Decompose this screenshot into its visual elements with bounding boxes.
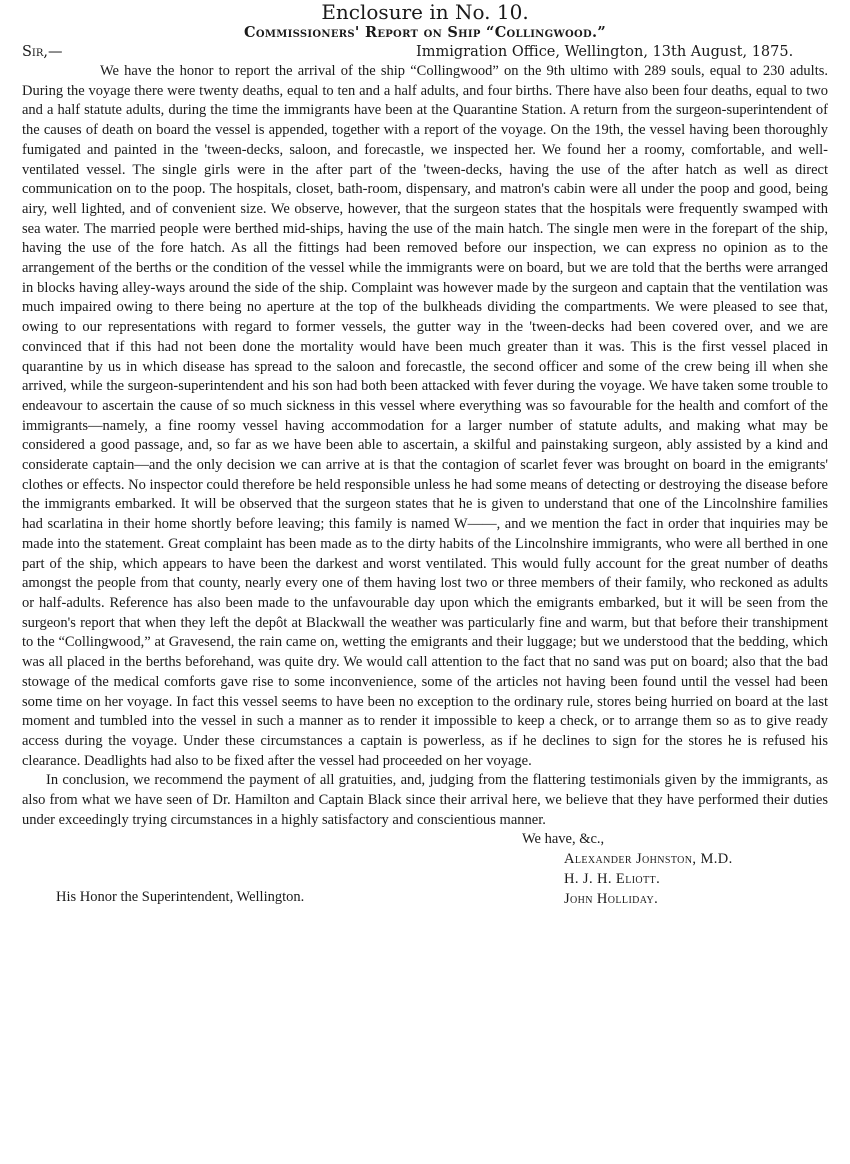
- salutation-row: [22, 42, 828, 62]
- salutation: Sir,—: [22, 44, 63, 60]
- body-paragraph: We have the honor to report the arrival of the ship “Collingwood” on the 9th ultimo with 289 souls, equal to 230 adults. During the voyage there were twenty deaths, equal to ten and a half adults, and four births. There have also been four deaths, equal to two and a half statute adults, during the time the immigrants have been at the Quarantine Station. A return from the surgeon-superintendent of the causes of death on board the vessel is appended, together with a report of the voyage. On the 19th, the vessel having been thoroughly fumigated and painted in the 'tween-decks, saloon, and forecastle, we inspected her. We found her a roomy, comfortable, and well-ventilated vessel. The single girls were in the after part of the 'tween-decks, having the use of the after hatch as well as direct communication on to the poop. The hospitals, closet, bath-room, dispensary, and matron's cabin were all under the poop and good, being airy, well lighted, and of convenient size. We observe, however, that the surgeon states that the hospitals were frequently swamped with sea water. The married people were berthed mid-ships, having the use of the main hatch. The single men were in the forepart of the ship, having the use of the fore hatch. As all the fittings had been removed before our inspection, we can express no opinion as to the arrangement of the berths or the condition of the vessel while the immigrants were on board, but we are told that the berths were arranged in blocks having alley-ways around the side of the ship. Complaint was however made by the surgeon and captain that the ventilation was much impaired owing to there being no aperture at the top of the bulkheads dividing the compartments. We were pleased to see that, owing to our representations with regard to former vessels, the gutter way in the 'tween-decks had been covered over, and we are convinced that if this had not been done the mortality would have been much greater than it was. This is the first vessel placed in quarantine by us in which disease has spread to the saloon and forecastle, the second officer and some of the crew being ill when she arrived, while the surgeon-superintendent and his son had both been attacked with fever during the voyage. We have taken some trouble to endeavour to ascertain the cause of so much sickness in this vessel where everything was so favourable for the health and comfort of the immigrants—namely, a fine roomy vessel having accommodation for a larger number of statute adults, and making what may be considered a good passage, and, so far as we have been able to ascertain, a skilful and painstaking surgeon, ably assisted by a kind and considerate captain—and the only decision we can arrive at is that the contagion of scarlet fever was brought on board in the emigrants' clothes or effects. No inspector could therefore be held responsible unless he had some means of detecting or destroying the disease before the immigrants embarked. It will be observed that the surgeon states that he is given to understand that one of the Lincolnshire families had scarlatina in their home shortly before leaving; this family is named W——, and we mention the fact in order that inquiries may be made into the statement. Great complaint has been made as to the dirty habits of the Lincolnshire immigrants, who were all berthed in one part of the ship, which appears to have been the darkest and worst ventilated. This would fully account for the great number of deaths amongst the people from that county, nearly every one of them having lost two or three members of their family, who reckoned as adults or half-adults. Reference has also been made to the unfavourable day upon which the emigrants embarked, but it will be seen from the surgeon's report that when they left the depôt at Blackwall the weather was particularly fine and warm, but that before their transhipment to the “Collingwood,” at Gravesend, the rain came on, wetting the emigrants and their luggage; but we understood that the bedding, which was all placed in the berths beforehand, was quite dry. We would call attention to the fact that no sand was put on board; also that the bad stowage of the medical comforts gave rise to some inconvenience, some of the articles not having been found until the vessel had been some time on her voyage. In fact this vessel seems to have been no exception to the ordinary rule, stores being hurried on board at the last moment and tumbled into the vessel in such a manner as to render it impossible to keep a check, or to arrange them so as to give ready access during the voyage. Under these circumstances a captain is powerless, as if he declines to sign for the stores he is refused his clearance. Deadlights had also to be fixed after the vessel had proceeded on her voyage.: [22, 63, 828, 769]
- addressee: His Honor the Superintendent, Wellington.: [56, 889, 305, 906]
- closing-phrase: We have, &c.,: [522, 831, 605, 848]
- document-page: [22, 0, 828, 910]
- letter-body: [22, 62, 828, 830]
- enclosure-title: Enclosure in No. 10.: [321, 0, 529, 24]
- signatory: Alexander Johnston, M.D.: [564, 851, 733, 868]
- signatory: H. J. H. Eliott.: [564, 871, 661, 888]
- dateline: Immigration Office, Wellington, 13th August, 1875.: [416, 44, 794, 60]
- letter-closing: [22, 830, 828, 910]
- conclusion-paragraph: In conclusion, we recommend the payment of all gratuities, and, judging from the flattering testimonials given by the immigrants, as also from what we have seen of Dr. Hamilton and Captain Black since their arrival here, we believe that they have performed their duties under exceedingly trying circumstances in a highly satisfactory and conscientious manner.: [22, 772, 828, 828]
- signatory-list: [564, 850, 733, 909]
- report-subtitle: Commissioners' Report on Ship “Collingwood.”: [244, 24, 606, 41]
- signatory: John Holliday.: [564, 890, 659, 907]
